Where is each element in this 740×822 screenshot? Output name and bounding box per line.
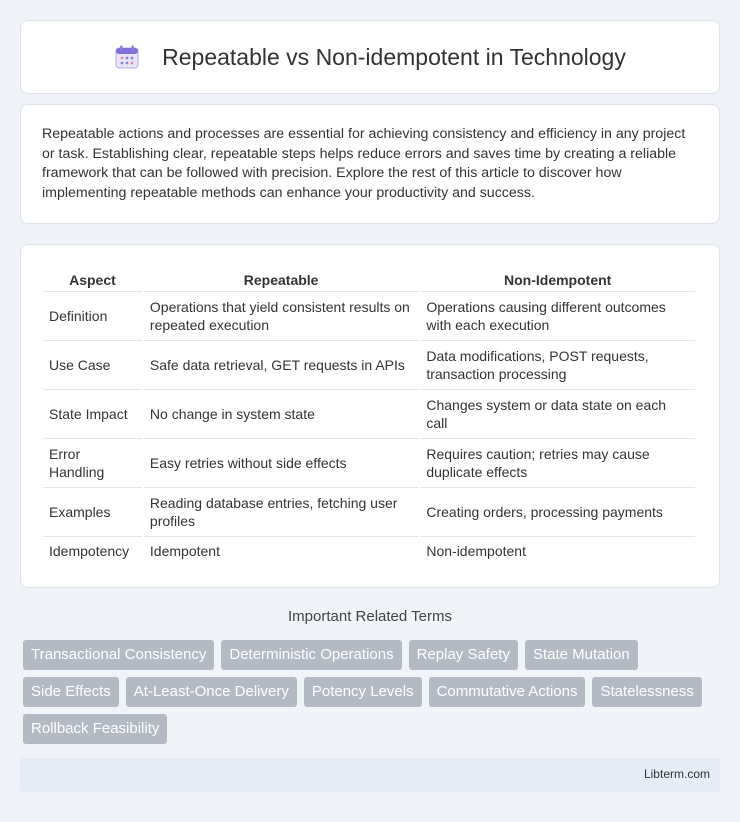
table-row — [43, 537, 695, 565]
intro-card — [20, 104, 720, 224]
related-terms-title: Important Related Terms — [288, 608, 452, 625]
cell-non-idempotent: Operations causing different outcomes with each execution — [420, 292, 695, 341]
cell-aspect: Examples — [43, 488, 142, 537]
cell-non-idempotent: Data modifications, POST requests, transaction processing — [420, 341, 695, 390]
cell-aspect: Definition — [43, 292, 142, 341]
cell-repeatable: Operations that yield consistent results on repeated execution — [144, 292, 418, 341]
intro-text: Repeatable actions and processes are essential for achieving consistency and efficiency in any project or task. Establishing clear, repeatable steps helps reduce errors and saves time by creating a reliable framework that can be followed with precision. Explore the rest of this article to discover how implementing repeatable methods can enhance your productivity and success. — [42, 126, 686, 201]
related-term-tag[interactable]: Rollback Feasibility — [23, 714, 167, 744]
table-row — [43, 292, 695, 341]
cell-repeatable: Easy retries without side effects — [144, 439, 418, 488]
related-term-tag[interactable]: Side Effects — [23, 677, 119, 707]
table-row — [43, 488, 695, 537]
related-term-tag[interactable]: Statelessness — [592, 677, 701, 707]
comparison-card — [20, 244, 720, 588]
cell-repeatable: Safe data retrieval, GET requests in APIs — [144, 341, 418, 390]
cell-aspect: Use Case — [43, 341, 142, 390]
cell-repeatable: Idempotent — [149, 543, 220, 559]
related-term-tag[interactable]: State Mutation — [525, 640, 638, 670]
cell-non-idempotent: Non-idempotent — [426, 543, 526, 559]
cell-aspect: State Impact — [43, 390, 142, 439]
related-term-tag[interactable]: Commutative Actions — [429, 677, 586, 707]
header-repeatable: Repeatable — [144, 265, 418, 292]
cell-non-idempotent: Creating orders, processing payments — [420, 488, 695, 537]
cell-repeatable: No change in system state — [144, 390, 418, 439]
page-title: Repeatable vs Non-idempotent in Technology — [162, 43, 626, 70]
related-term-tag[interactable]: At-Least-Once Delivery — [126, 677, 297, 707]
header-aspect: Aspect — [43, 265, 142, 292]
table-row — [43, 439, 695, 488]
related-terms-list — [23, 640, 723, 744]
related-term-tag[interactable]: Potency Levels — [304, 677, 422, 707]
comparison-table — [41, 265, 697, 565]
footer — [20, 758, 720, 792]
related-term-tag[interactable]: Deterministic Operations — [221, 640, 401, 670]
cell-non-idempotent: Changes system or data state on each call — [420, 390, 695, 439]
header-card — [20, 20, 720, 94]
cell-aspect: Error Handling — [43, 439, 142, 488]
header-non-idempotent: Non-Idempotent — [420, 265, 695, 292]
cell-aspect: Idempotency — [49, 543, 130, 559]
footer-brand-link[interactable]: Libterm.com — [643, 767, 710, 781]
table-row — [43, 390, 695, 439]
related-term-tag[interactable]: Replay Safety — [409, 640, 518, 670]
table-row — [43, 341, 695, 390]
cell-repeatable: Reading database entries, fetching user profiles — [144, 488, 418, 537]
related-term-tag[interactable]: Transactional Consistency — [23, 640, 214, 670]
cell-non-idempotent: Requires caution; retries may cause duplicate effects — [420, 439, 695, 488]
calendar-icon — [114, 44, 140, 70]
